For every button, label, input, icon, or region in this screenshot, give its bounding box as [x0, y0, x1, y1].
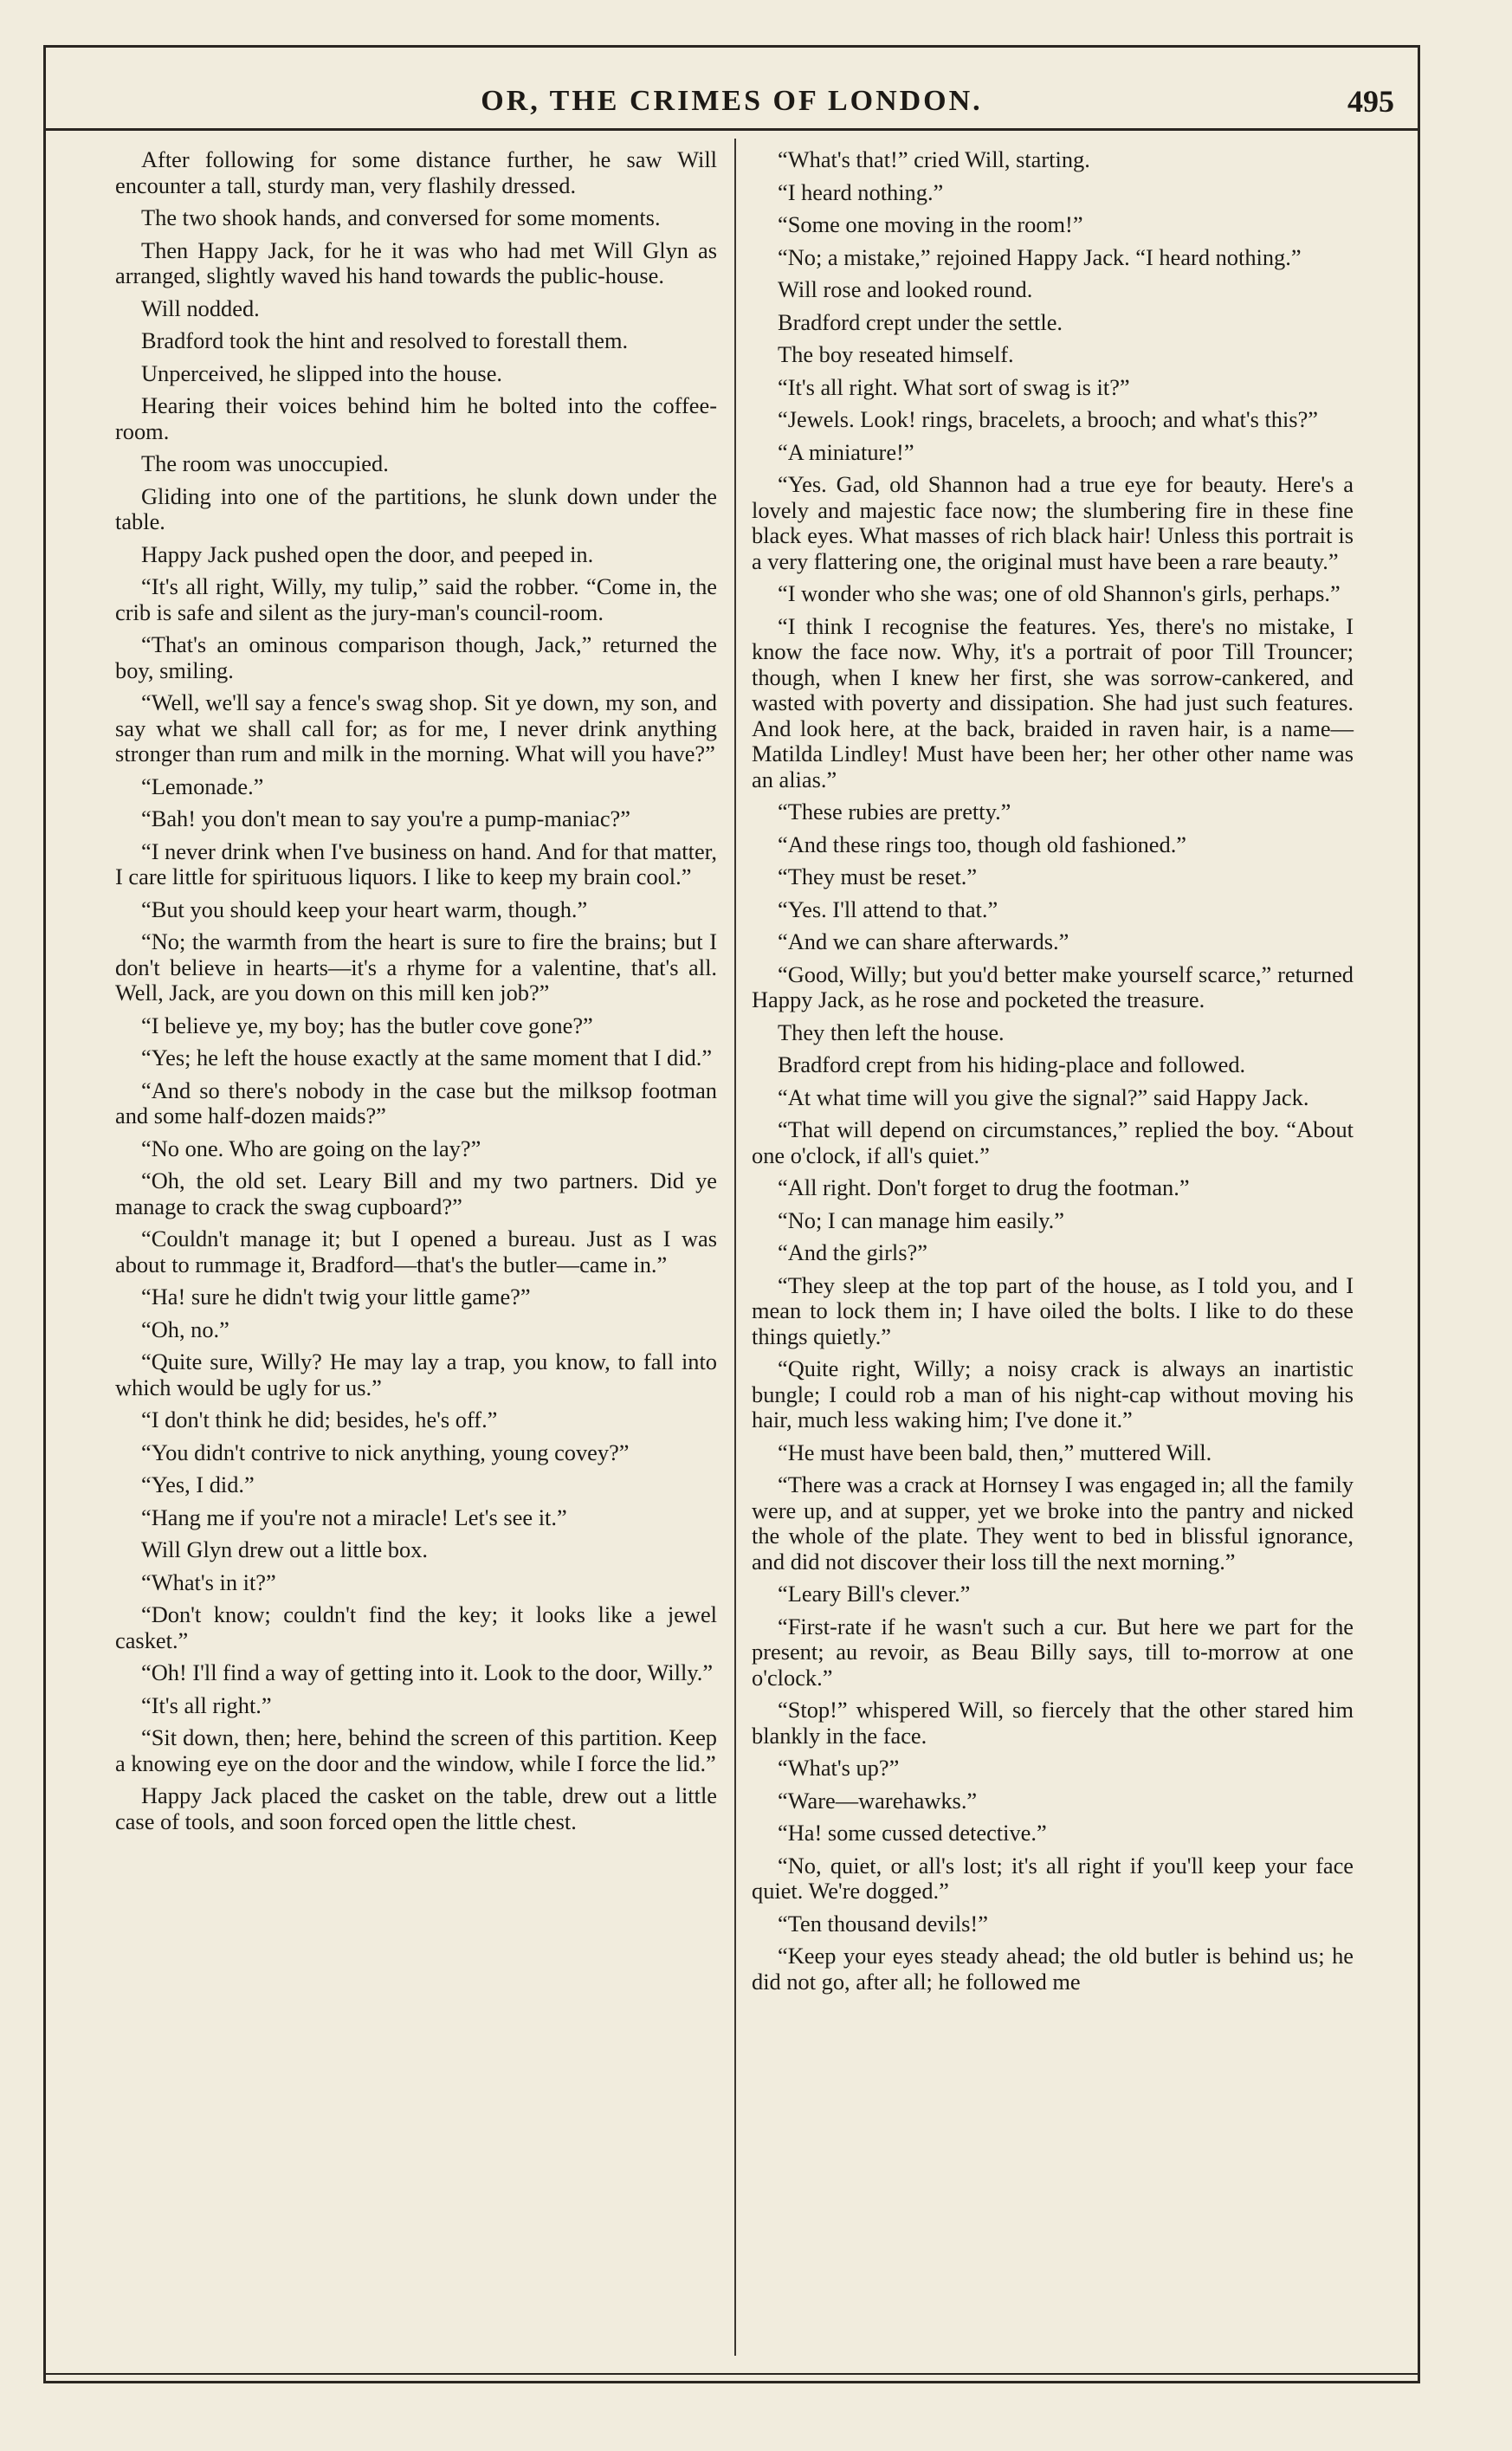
- paragraph: Hearing their voices behind him he bolted into the coffee-room.: [115, 392, 717, 444]
- paragraph: “No; the warmth from the heart is sure to fire the brains; but I don't believe in hearts—it's a rhyme for a valentine, that's all. Well, Jack, are you down on this mill ken job?”: [115, 928, 717, 1006]
- page-header: [43, 45, 1420, 123]
- paragraph: “No; I can manage him easily.”: [778, 1206, 1064, 1233]
- paragraph: “No one. Who are going on the lay?”: [141, 1135, 481, 1161]
- paragraph: “Don't know; couldn't find the key; it looks like a jewel casket.”: [115, 1601, 717, 1653]
- paragraph: Bradford crept from his hiding-place and followed.: [778, 1051, 1246, 1077]
- paragraph: Bradford took the hint and resolved to forestall them.: [141, 327, 629, 353]
- paragraph: “Yes; he left the house exactly at the same moment that I did.”: [141, 1044, 713, 1070]
- paragraph: “Some one moving in the room!”: [778, 211, 1083, 237]
- paragraph: “There was a crack at Hornsey I was engaged in; all the family were up, and at supper, yet we broke into the pantry and nicked the whole of the plate. They went to bed in blissful ignorance, and did not discover their loss till the next morning.”: [752, 1471, 1354, 1575]
- paragraph: The two shook hands, and conversed for some moments.: [141, 204, 661, 230]
- paragraph: “Lemonade.”: [141, 773, 264, 799]
- paragraph: They then left the house.: [778, 1019, 1005, 1045]
- paragraph: Happy Jack placed the casket on the table, drew out a little case of tools, and soon forced open the little chest.: [115, 1782, 717, 1834]
- paragraph: Then Happy Jack, for he it was who had met Will Glyn as arranged, slightly waved his hand towards the public-house.: [115, 236, 717, 288]
- paragraph: “That will depend on circumstances,” replied the boy. “About one o'clock, if all's quiet.”: [752, 1116, 1354, 1168]
- paragraph: The boy reseated himself.: [778, 341, 1014, 367]
- header-rule: [43, 128, 1420, 131]
- paragraph: “I heard nothing.”: [778, 178, 944, 205]
- paragraph: “What's up?”: [778, 1755, 900, 1781]
- paragraph: “First-rate if he wasn't such a cur. But here we part for the present; au revoir, as Beau Billy says, till to-morrow at one o'clock.”: [752, 1613, 1354, 1691]
- paragraph: “Oh, the old set. Leary Bill and my two partners. Did ye manage to crack the swag cupboard?”: [115, 1167, 717, 1219]
- paragraph: “It's all right.”: [141, 1691, 272, 1718]
- paragraph: “No; a mistake,” rejoined Happy Jack. “I heard nothing.”: [778, 243, 1302, 270]
- paragraph: Unperceived, he slipped into the house.: [141, 359, 503, 386]
- paragraph: “Sit down, then; here, behind the screen of this partition. Keep a knowing eye on the door and the window, while I force the lid.”: [115, 1724, 717, 1776]
- paragraph: “Oh! I'll find a way of getting into it. Look to the door, Willy.”: [141, 1659, 714, 1685]
- paragraph: Happy Jack pushed open the door, and peeped in.: [141, 540, 594, 567]
- paragraph: “What's that!” cried Will, starting.: [778, 146, 1090, 172]
- column-divider: [734, 139, 736, 2356]
- paragraph: “I wonder who she was; one of old Shannon's girls, perhaps.”: [778, 580, 1341, 606]
- paragraph: “Ha! sure he didn't twig your little game?”: [141, 1284, 531, 1310]
- paragraph: “It's all right, Willy, my tulip,” said the robber. “Come in, the crib is safe and silent as the jury-man's council-room.: [115, 573, 717, 625]
- paragraph: “They must be reset.”: [778, 863, 978, 889]
- paragraph: “Keep your eyes steady ahead; the old butler is behind us; he did not go, after all; he followed me: [752, 1943, 1354, 1995]
- paragraph: Will nodded.: [141, 294, 260, 321]
- paragraph: “At what time will you give the signal?” said Happy Jack.: [778, 1083, 1309, 1110]
- paragraph: “Quite right, Willy; a noisy crack is always an inartistic bungle; I could rob a man of his night-cap without moving his hair, much less waking him; I've done it.”: [752, 1355, 1354, 1432]
- bottom-rule: [43, 2373, 1420, 2375]
- running-title: OR, THE CRIMES OF LONDON.: [481, 85, 983, 117]
- paragraph: “These rubies are pretty.”: [778, 799, 1011, 825]
- paragraph: “That's an ominous comparison though, Jack,” returned the boy, smiling.: [115, 631, 717, 683]
- paragraph: “What's in it?”: [141, 1568, 276, 1595]
- paragraph: Will rose and looked round.: [778, 276, 1033, 302]
- left-column: [115, 147, 717, 1841]
- paragraph: “Ha! some cussed detective.”: [778, 1820, 1047, 1846]
- paragraph: “You didn't contrive to nick anything, young covey?”: [141, 1439, 630, 1465]
- paragraph: “All right. Don't forget to drug the footman.”: [778, 1174, 1190, 1200]
- paragraph: “Ware—warehawks.”: [778, 1787, 978, 1814]
- paragraph: The room was unoccupied.: [141, 450, 389, 476]
- right-column: [752, 147, 1354, 2002]
- paragraph: “Yes. I'll attend to that.”: [778, 896, 998, 922]
- paragraph: “I never drink when I've business on hand. And for that matter, I care little for spirituous liquors. I like to keep my brain cool.”: [115, 837, 717, 889]
- paragraph: “I believe ye, my boy; has the butler cove gone?”: [141, 1012, 593, 1038]
- paragraph: “Yes. Gad, old Shannon had a true eye for beauty. Here's a lovely and majestic face now; the slumbering fire in these fine black eyes. What masses of rich black hair! Unless this portrait is a very flattering one, the original must have been a rare beauty.”: [752, 471, 1354, 574]
- paragraph: “Ten thousand devils!”: [778, 1910, 988, 1937]
- paragraph: “A miniature!”: [778, 438, 914, 465]
- paragraph: Gliding into one of the partitions, he slunk down under the table.: [115, 482, 717, 534]
- paragraph: “It's all right. What sort of swag is it?”: [778, 373, 1130, 400]
- paragraph: “Hang me if you're not a miracle! Let's see it.”: [141, 1504, 567, 1530]
- paragraph: Will Glyn drew out a little box.: [141, 1536, 428, 1562]
- paragraph: “Oh, no.”: [141, 1316, 229, 1342]
- paragraph: “And these rings too, though old fashioned.”: [778, 831, 1187, 857]
- paragraph: “But you should keep your heart warm, though.”: [141, 896, 588, 922]
- paragraph: “Well, we'll say a fence's swag shop. Sit ye down, my son, and say what we shall call for; as for me, I never drink anything stronger than rum and milk in the morning. What will you have?”: [115, 689, 717, 766]
- paragraph: “And we can share afterwards.”: [778, 928, 1069, 954]
- paragraph: “And the girls?”: [778, 1239, 927, 1265]
- paragraph: “He must have been bald, then,” muttered Will.: [778, 1439, 1212, 1465]
- paragraph: “Bah! you don't mean to say you're a pump-maniac?”: [141, 805, 630, 831]
- paragraph: “Yes, I did.”: [141, 1471, 255, 1497]
- paragraph: “And so there's nobody in the case but the milksop footman and some half-dozen maids?”: [115, 1077, 717, 1128]
- paragraph: “Stop!” whispered Will, so fiercely that the other stared him blankly in the face.: [752, 1697, 1354, 1749]
- paragraph: “Good, Willy; but you'd better make yourself scarce,” returned Happy Jack, as he rose and pocketed the treasure.: [752, 960, 1354, 1012]
- paragraph: “Couldn't manage it; but I opened a bureau. Just as I was about to rummage it, Bradford—that's the butler—came in.”: [115, 1226, 717, 1277]
- paragraph: “They sleep at the top part of the house, as I told you, and I mean to lock them in; I have oiled the bolts. I like to do these things quietly.”: [752, 1271, 1354, 1349]
- paragraph: “No, quiet, or all's lost; it's all right if you'll keep your face quiet. We're dogged.”: [752, 1852, 1354, 1904]
- paragraph: “Leary Bill's clever.”: [778, 1581, 971, 1607]
- paragraph: Bradford crept under the settle.: [778, 308, 1063, 335]
- paragraph: After following for some distance further, he saw Will encounter a tall, sturdy man, very flashily dressed.: [115, 146, 717, 198]
- paragraph: “I don't think he did; besides, he's off.”: [141, 1407, 498, 1432]
- paragraph: “Quite sure, Willy? He may lay a trap, you know, to fall into which would be ugly for us.”: [115, 1348, 717, 1400]
- paragraph: “I think I recognise the features. Yes, there's no mistake, I know the face now. Why, it's a portrait of poor Till Trouncer; though, when I knew her first, she was sorrow-cankered, and wasted with poverty and dissipation. She had just such features. And look here, at the back, braided in raven hair, is a name—Matilda Lindley! Must have been her; her other other name was an alias.”: [752, 612, 1354, 792]
- page-number: 495: [1347, 84, 1394, 119]
- paragraph: “Jewels. Look! rings, bracelets, a brooch; and what's this?”: [778, 406, 1319, 432]
